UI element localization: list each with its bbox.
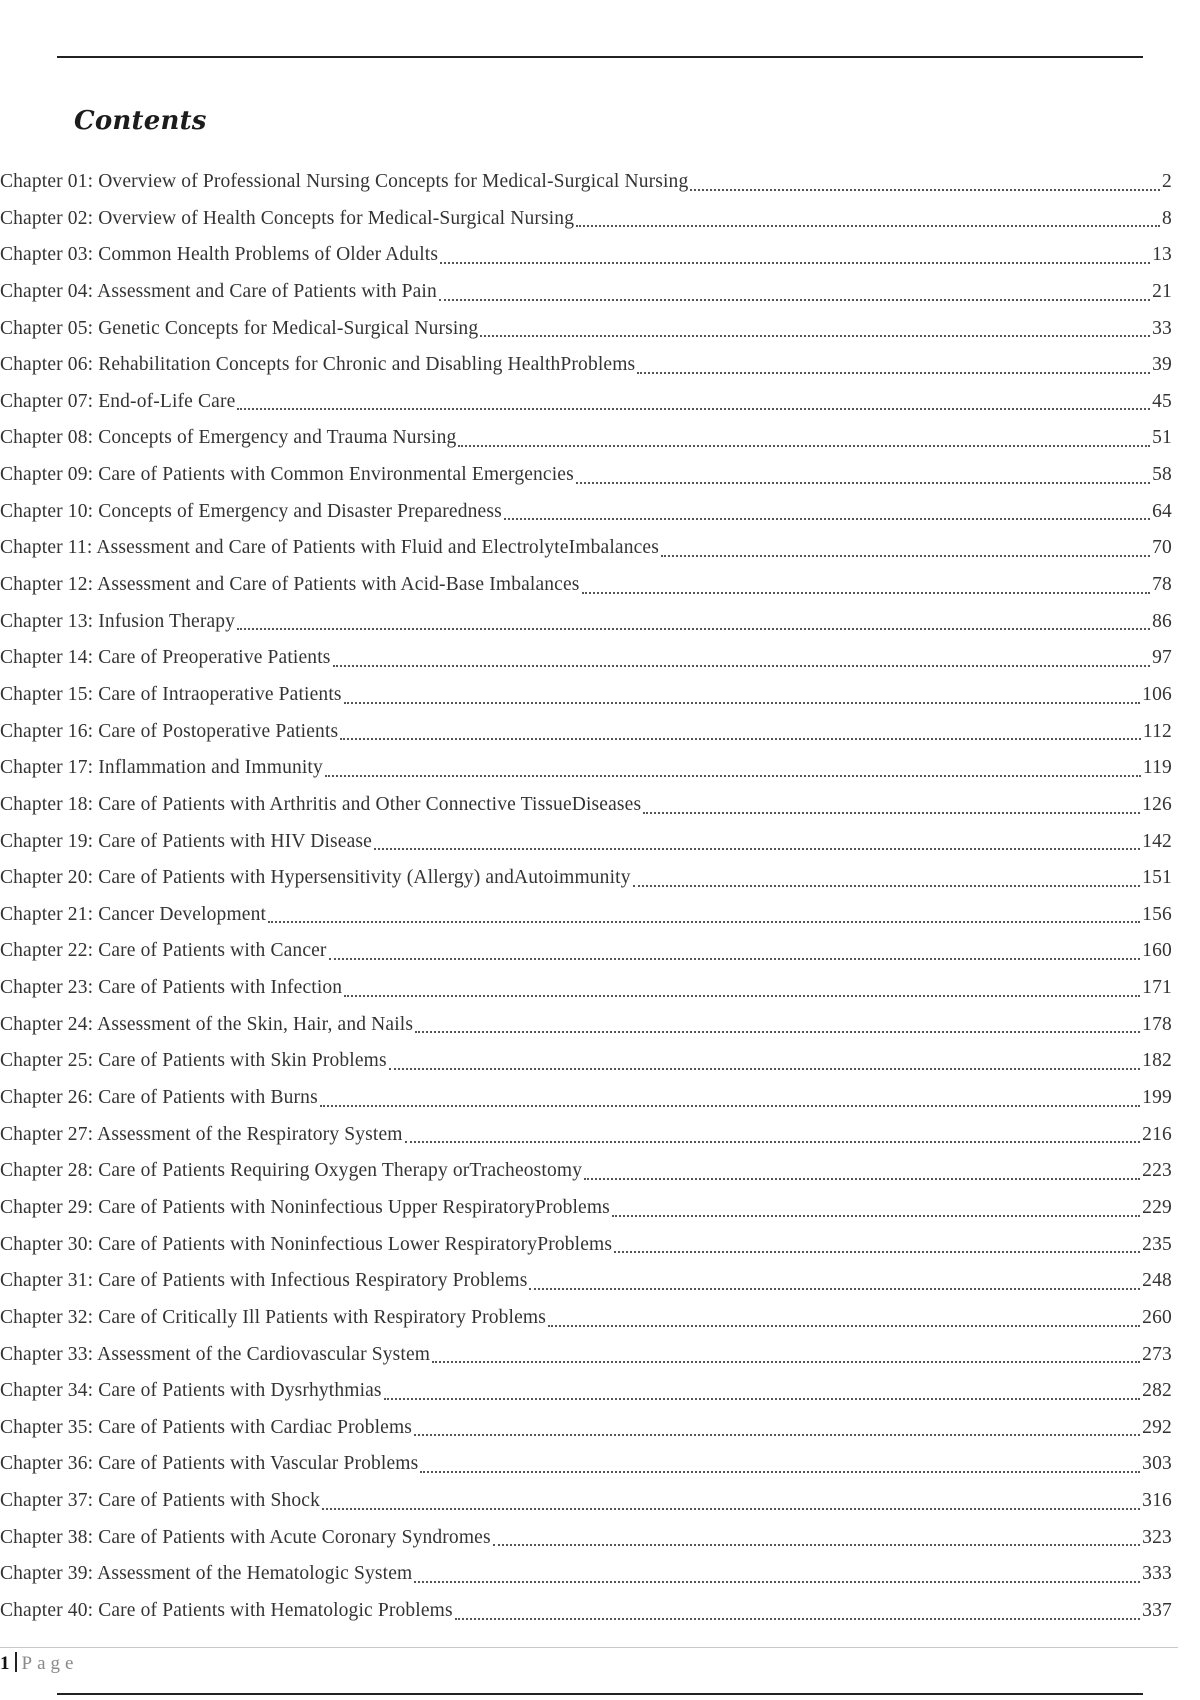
- toc-entry-title: Chapter 27: Assessment of the Respiratory System: [0, 1123, 403, 1145]
- toc-entry-page: 292: [1142, 1416, 1172, 1438]
- dot-leader: [440, 237, 1150, 274]
- toc-entry[interactable]: [0, 1117, 1172, 1154]
- toc-entry-page: 112: [1142, 720, 1172, 742]
- dot-leader: [584, 1153, 1140, 1190]
- toc-entry[interactable]: [0, 1446, 1172, 1483]
- toc-entry-page: 106: [1142, 683, 1172, 705]
- dot-leader: [389, 1043, 1140, 1080]
- toc-entry-page: 182: [1142, 1050, 1172, 1072]
- toc-entry[interactable]: [0, 677, 1172, 714]
- toc-entry[interactable]: [0, 714, 1172, 751]
- toc-entry[interactable]: [0, 1300, 1172, 1337]
- toc-entry-title: Chapter 30: Care of Patients with Noninfectious Lower RespiratoryProblems: [0, 1233, 613, 1255]
- footer-divider: [0, 1647, 1178, 1648]
- toc-entry-page: 45: [1152, 390, 1172, 412]
- toc-entry-page: 171: [1142, 977, 1172, 999]
- toc-entry[interactable]: [0, 970, 1172, 1007]
- dot-leader: [268, 897, 1140, 934]
- dot-leader: [415, 1007, 1140, 1044]
- toc-entry-title: Chapter 05: Genetic Concepts for Medical-Surgical Nursing: [0, 317, 479, 339]
- toc-entry[interactable]: [0, 164, 1172, 201]
- toc-entry[interactable]: [0, 237, 1172, 274]
- toc-entry-page: 70: [1152, 537, 1172, 559]
- dot-leader: [325, 750, 1141, 787]
- toc-entry-title: Chapter 24: Assessment of the Skin, Hair, and Nails: [0, 1013, 414, 1035]
- toc-entry-title: Chapter 02: Overview of Health Concepts for Medical-Surgical Nursing: [0, 207, 575, 229]
- toc-entry[interactable]: [0, 567, 1172, 604]
- toc-entry[interactable]: [0, 1483, 1172, 1520]
- dot-leader: [405, 1117, 1141, 1154]
- toc-entry-title: Chapter 34: Care of Patients with Dysrhythmias: [0, 1380, 382, 1402]
- toc-entry-page: 316: [1142, 1490, 1172, 1512]
- toc-entry[interactable]: [0, 311, 1172, 348]
- toc-entry-page: 97: [1152, 647, 1172, 669]
- toc-entry[interactable]: [0, 1337, 1172, 1374]
- toc-entry[interactable]: [0, 1227, 1172, 1264]
- toc-entry-title: Chapter 09: Care of Patients with Common Environmental Emergencies: [0, 464, 574, 486]
- toc-entry[interactable]: [0, 787, 1172, 824]
- toc-entry[interactable]: [0, 1007, 1172, 1044]
- toc-entry-title: Chapter 03: Common Health Problems of Older Adults: [0, 244, 439, 266]
- toc-entry-page: 323: [1142, 1526, 1172, 1548]
- dot-leader: [333, 640, 1151, 677]
- dot-leader: [420, 1446, 1140, 1483]
- toc-entry[interactable]: [0, 750, 1172, 787]
- toc-entry[interactable]: [0, 1080, 1172, 1117]
- toc-entry-title: Chapter 28: Care of Patients Requiring Oxygen Therapy orTracheostomy: [0, 1160, 583, 1182]
- contents-title: Contents: [74, 106, 207, 136]
- toc-entry-title: Chapter 25: Care of Patients with Skin Problems: [0, 1050, 387, 1072]
- toc-entry-page: 160: [1142, 940, 1172, 962]
- dot-leader: [432, 1337, 1140, 1374]
- dot-leader: [576, 457, 1150, 494]
- dot-leader: [504, 494, 1150, 531]
- bottom-rule: [57, 1693, 1143, 1695]
- toc-entry-title: Chapter 21: Cancer Development: [0, 903, 267, 925]
- toc-entry[interactable]: [0, 860, 1172, 897]
- toc-entry-page: 58: [1152, 464, 1172, 486]
- toc-entry-title: Chapter 33: Assessment of the Cardiovascular System: [0, 1343, 431, 1365]
- toc-entry-title: Chapter 19: Care of Patients with HIV Disease: [0, 830, 372, 852]
- dot-leader: [612, 1190, 1140, 1227]
- toc-entry-title: Chapter 16: Care of Postoperative Patients: [0, 720, 339, 742]
- toc-entry-page: 216: [1142, 1123, 1172, 1145]
- toc-entry[interactable]: [0, 384, 1172, 421]
- toc-entry-page: 142: [1142, 830, 1172, 852]
- toc-entry[interactable]: [0, 1410, 1172, 1447]
- dot-leader: [576, 201, 1160, 238]
- toc-entry-page: 273: [1142, 1343, 1172, 1365]
- toc-entry-page: 235: [1142, 1233, 1172, 1255]
- toc-entry[interactable]: [0, 1373, 1172, 1410]
- dot-leader: [458, 420, 1150, 457]
- toc-entry-title: Chapter 01: Overview of Professional Nursing Concepts for Medical-Surgical Nursing: [0, 171, 689, 192]
- dot-leader: [384, 1373, 1140, 1410]
- toc-entry[interactable]: [0, 420, 1172, 457]
- toc-entry-page: 223: [1142, 1160, 1172, 1182]
- toc-entry-page: 303: [1142, 1453, 1172, 1475]
- toc-entry-title: Chapter 39: Assessment of the Hematologic System: [0, 1563, 413, 1585]
- dot-leader: [237, 604, 1150, 641]
- toc-entry[interactable]: [0, 201, 1172, 238]
- toc-entry-page: 156: [1142, 903, 1172, 925]
- table-of-contents: [0, 164, 1172, 1630]
- toc-entry[interactable]: [0, 1153, 1172, 1190]
- toc-entry[interactable]: [0, 824, 1172, 861]
- dot-leader: [614, 1227, 1140, 1264]
- dot-leader: [414, 1556, 1140, 1593]
- dot-leader: [414, 1410, 1140, 1447]
- dot-leader: [643, 787, 1140, 824]
- dot-leader: [322, 1483, 1140, 1520]
- toc-entry[interactable]: [0, 1593, 1172, 1630]
- toc-entry-page: 248: [1142, 1270, 1172, 1292]
- dot-leader: [637, 347, 1150, 384]
- toc-entry-page: 78: [1152, 574, 1172, 596]
- toc-entry-title: Chapter 15: Care of Intraoperative Patients: [0, 683, 342, 705]
- toc-entry-title: Chapter 12: Assessment and Care of Patients with Acid-Base Imbalances: [0, 574, 580, 596]
- toc-entry[interactable]: [0, 897, 1172, 934]
- toc-entry[interactable]: [0, 347, 1172, 384]
- toc-entry-title: Chapter 40: Care of Patients with Hematologic Problems: [0, 1599, 453, 1621]
- toc-entry-page: 2: [1162, 171, 1172, 192]
- toc-entry-page: 8: [1162, 207, 1172, 229]
- toc-entry-title: Chapter 23: Care of Patients with Infection: [0, 977, 343, 999]
- footer-separator: [15, 1652, 17, 1672]
- toc-entry-title: Chapter 18: Care of Patients with Arthritis and Other Connective TissueDiseases: [0, 793, 642, 815]
- dot-leader: [439, 274, 1150, 311]
- dot-leader: [237, 384, 1150, 421]
- toc-entry-title: Chapter 31: Care of Patients with Infectious Respiratory Problems: [0, 1270, 528, 1292]
- dot-leader: [374, 824, 1140, 861]
- dot-leader: [344, 970, 1140, 1007]
- dot-leader: [633, 860, 1141, 897]
- dot-leader: [320, 1080, 1140, 1117]
- toc-entry-page: 178: [1142, 1013, 1172, 1035]
- toc-entry-title: Chapter 14: Care of Preoperative Patients: [0, 647, 331, 669]
- toc-entry[interactable]: [0, 1556, 1172, 1593]
- toc-entry[interactable]: [0, 604, 1172, 641]
- toc-entry-title: Chapter 07: End-of-Life Care: [0, 390, 236, 412]
- dot-leader: [529, 1263, 1140, 1300]
- dot-leader: [344, 677, 1141, 714]
- toc-entry[interactable]: [0, 274, 1172, 311]
- toc-entry-title: Chapter 11: Assessment and Care of Patients with Fluid and ElectrolyteImbalances: [0, 537, 659, 559]
- toc-entry[interactable]: [0, 1263, 1172, 1300]
- toc-entry-page: 64: [1152, 500, 1172, 522]
- toc-entry[interactable]: [0, 1190, 1172, 1227]
- page-label: Page: [21, 1653, 79, 1674]
- toc-entry-page: 337: [1142, 1599, 1172, 1621]
- toc-entry-title: Chapter 20: Care of Patients with Hypersensitivity (Allergy) andAutoimmunity: [0, 867, 631, 889]
- toc-entry[interactable]: [0, 640, 1172, 677]
- toc-entry[interactable]: [0, 530, 1172, 567]
- toc-entry[interactable]: [0, 933, 1172, 970]
- dot-leader: [340, 714, 1141, 751]
- dot-leader: [455, 1593, 1140, 1630]
- toc-entry-title: Chapter 13: Infusion Therapy: [0, 610, 236, 632]
- dot-leader: [493, 1520, 1140, 1557]
- toc-entry-page: 199: [1142, 1087, 1172, 1109]
- toc-entry-page: 39: [1152, 354, 1172, 376]
- toc-entry-page: 119: [1142, 757, 1172, 779]
- toc-entry-page: 33: [1152, 317, 1172, 339]
- toc-entry-page: 282: [1142, 1380, 1172, 1402]
- toc-entry[interactable]: [0, 1043, 1172, 1080]
- toc-entry-title: Chapter 32: Care of Critically Ill Patients with Respiratory Problems: [0, 1306, 546, 1328]
- dot-leader: [661, 530, 1150, 567]
- dot-leader: [690, 164, 1160, 201]
- toc-entry-page: 86: [1152, 610, 1172, 632]
- toc-entry-title: Chapter 04: Assessment and Care of Patients with Pain: [0, 280, 437, 302]
- toc-entry-page: 151: [1142, 867, 1172, 889]
- toc-entry[interactable]: [0, 1520, 1172, 1557]
- toc-entry-title: Chapter 35: Care of Patients with Cardiac Problems: [0, 1416, 413, 1438]
- toc-entry-title: Chapter 26: Care of Patients with Burns: [0, 1087, 318, 1109]
- toc-entry[interactable]: [0, 494, 1172, 531]
- toc-entry-title: Chapter 10: Concepts of Emergency and Disaster Preparedness: [0, 500, 502, 522]
- dot-leader: [548, 1300, 1140, 1337]
- toc-entry-title: Chapter 17: Inflammation and Immunity: [0, 757, 323, 779]
- toc-entry-title: Chapter 37: Care of Patients with Shock: [0, 1490, 320, 1512]
- toc-entry-title: Chapter 36: Care of Patients with Vascular Problems: [0, 1453, 419, 1475]
- toc-entry-title: Chapter 29: Care of Patients with Noninfectious Upper RespiratoryProblems: [0, 1196, 610, 1218]
- dot-leader: [329, 933, 1141, 970]
- toc-entry-title: Chapter 08: Concepts of Emergency and Trauma Nursing: [0, 427, 457, 449]
- header-rule: [57, 56, 1143, 58]
- toc-entry-page: 126: [1142, 793, 1172, 815]
- toc-entry-page: 21: [1152, 280, 1172, 302]
- toc-entry-page: 229: [1142, 1196, 1172, 1218]
- toc-entry-title: Chapter 06: Rehabilitation Concepts for Chronic and Disabling HealthProblems: [0, 354, 636, 376]
- page-number: 1: [0, 1653, 10, 1674]
- toc-entry-page: 51: [1152, 427, 1172, 449]
- toc-entry-page: 13: [1152, 244, 1172, 266]
- toc-entry-title: Chapter 38: Care of Patients with Acute Coronary Syndromes: [0, 1526, 491, 1548]
- toc-entry[interactable]: [0, 457, 1172, 494]
- dot-leader: [480, 311, 1150, 348]
- dot-leader: [582, 567, 1151, 604]
- toc-entry-page: 333: [1142, 1563, 1172, 1585]
- page-footer: [0, 1650, 78, 1678]
- toc-entry-title: Chapter 22: Care of Patients with Cancer: [0, 940, 327, 962]
- toc-entry-page: 260: [1142, 1306, 1172, 1328]
